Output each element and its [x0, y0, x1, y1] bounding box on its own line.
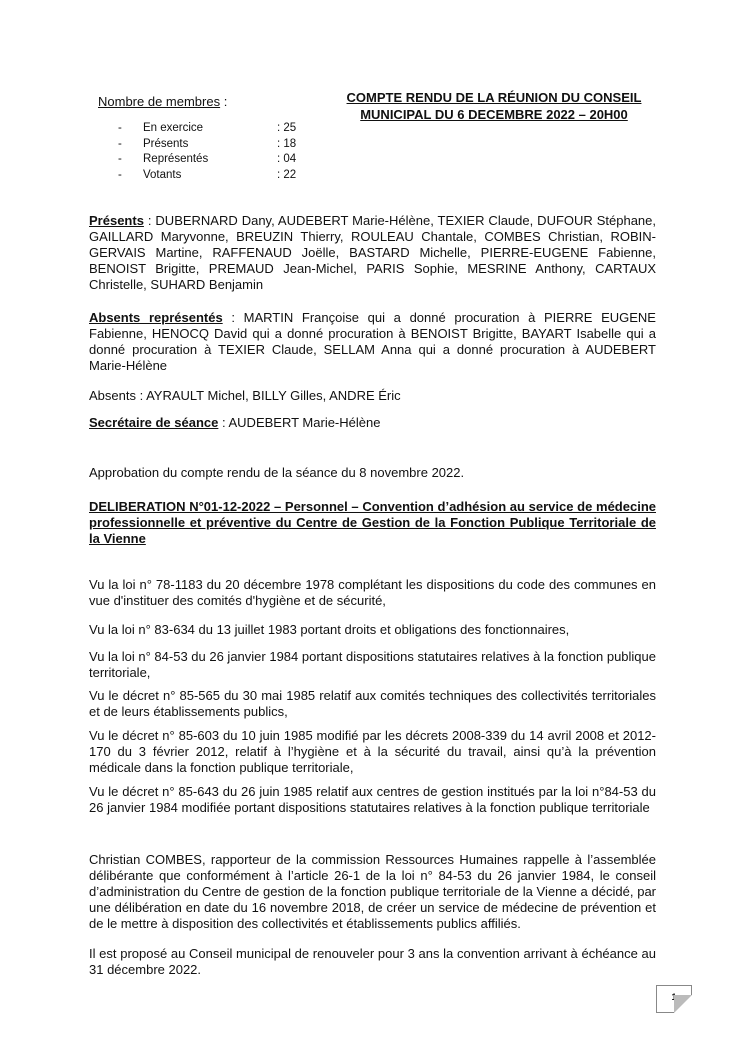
- member-value: : 22: [277, 168, 297, 181]
- absents-representes-text: : MARTIN Françoise qui a donné procuration à PIERRE EUGENE Fabienne, HENOCQ David qui a donné procuration à BENOIST Brigitte, BAYART Isabelle qui a donné procuration à TEXIER Claude, SELLAM Anna qui a donné procuration à AUDEBERT Marie-Hélène: [89, 310, 656, 373]
- presents-label: Présents: [89, 213, 144, 228]
- document-title: COMPTE RENDU DE LA RÉUNION DU CONSEIL MUNICIPAL DU 6 DECEMBRE 2022 – 20H00: [346, 90, 642, 122]
- member-value: : 04: [277, 153, 297, 165]
- bullet-dash: -: [118, 153, 122, 165]
- member-value: : 18: [277, 137, 297, 150]
- absents-line: Absents : AYRAULT Michel, BILLY Gilles, ANDRE Éric: [89, 388, 401, 403]
- page-number-box: [656, 985, 692, 1013]
- vu-paragraph: Vu la loi n° 84-53 du 26 janvier 1984 portant dispositions statutaires relatives à la fonction publique territoriale,: [89, 649, 656, 680]
- bullet-dash: -: [118, 168, 122, 181]
- secretaire-text: : AUDEBERT Marie-Hélène: [218, 415, 381, 430]
- bullet-dash: -: [118, 122, 122, 134]
- secretaire-label: Secrétaire de séance: [89, 415, 219, 430]
- vu-paragraph: Vu le décret n° 85-565 du 30 mai 1985 relatif aux comités techniques des collectivités territoriales et de leurs établissements publics,: [89, 688, 656, 719]
- members-heading: [98, 94, 227, 109]
- presents-paragraph: [89, 213, 656, 293]
- members-heading-colon: :: [220, 94, 228, 109]
- member-label: Votants: [143, 168, 182, 181]
- member-label: Représentés: [143, 153, 209, 165]
- approbation-line: Approbation du compte rendu de la séance du 8 novembre 2022.: [89, 465, 465, 480]
- absents-representes-paragraph: [89, 310, 656, 374]
- vu-paragraph: Vu le décret n° 85-643 du 26 juin 1985 relatif aux centres de gestion institués par la loi n°84-53 du 26 janvier 1984 modifiée portant dispositions statutaires relatives à la fonction publique territoriale: [89, 784, 656, 815]
- vu-paragraph: Vu la loi n° 78-1183 du 20 décembre 1978 complétant les dispositions du code des communes en vue d'instituer des comités d'hygiène et de sécurité,: [89, 577, 656, 608]
- proposition-paragraph: Il est proposé au Conseil municipal de renouveler pour 3 ans la convention arrivant à échéance au 31 décembre 2022.: [89, 946, 656, 977]
- member-label: En exercice: [143, 122, 204, 134]
- secretaire-line: [89, 415, 656, 431]
- page-curl-icon: [674, 995, 692, 1013]
- bullet-dash: -: [118, 137, 122, 150]
- deliberation-title: DELIBERATION N°01-12-2022 – Personnel – Convention d’adhésion au service de médecine professionnelle et préventive du Centre de Gestion de la Fonction Publique Territoriale de la Vienne: [89, 499, 656, 546]
- rapporteur-paragraph: Christian COMBES, rapporteur de la commission Ressources Humaines rappelle à l’assemblée délibérante que conformément à l’article 26-1 de la loi n° 84-53 du 26 janvier 1984, le conseil d’administration du Centre de gestion de la fonction publique territoriale de la Vienne a décidé, par une délibération en date du 16 novembre 2018, de créer un service de médecine de prévention et de le mettre à disposition des collectivités et établissements publics affiliés.: [89, 852, 656, 931]
- member-value: : 25: [277, 122, 297, 134]
- vu-paragraph: Vu la loi n° 83-634 du 13 juillet 1983 portant droits et obligations des fonctionnaires,: [89, 622, 570, 637]
- absents-representes-label: Absents représentés: [89, 310, 223, 325]
- page-number: 1: [671, 992, 677, 1002]
- members-heading-label: Nombre de membres: [98, 94, 221, 109]
- vu-paragraph: Vu le décret n° 85-603 du 10 juin 1985 modifié par les décrets 2008-339 du 14 avril 2008 et 2012-170 du 3 février 2012, relatif à l’hygiène et à la sécurité du travail, ainsi qu’à la prévention médicale dans la fonction publique territoriale,: [89, 728, 656, 775]
- presents-text: : DUBERNARD Dany, AUDEBERT Marie-Hélène, TEXIER Claude, DUFOUR Stéphane, GAILLARD Maryvonne, BREUZIN Thierry, ROULEAU Chantale, COMBES Christian, ROBIN-GERVAIS Martine, RAFFENAUD Joëlle, BASTARD Michelle, PIERRE-EUGENE Fabienne, BENOIST Brigitte, PREMAUD Jean-Michel, PARIS Sophie, MESRINE Anthony, CARTAUX Christelle, SUHARD Benjamin: [89, 213, 656, 292]
- member-label: Présents: [143, 137, 189, 150]
